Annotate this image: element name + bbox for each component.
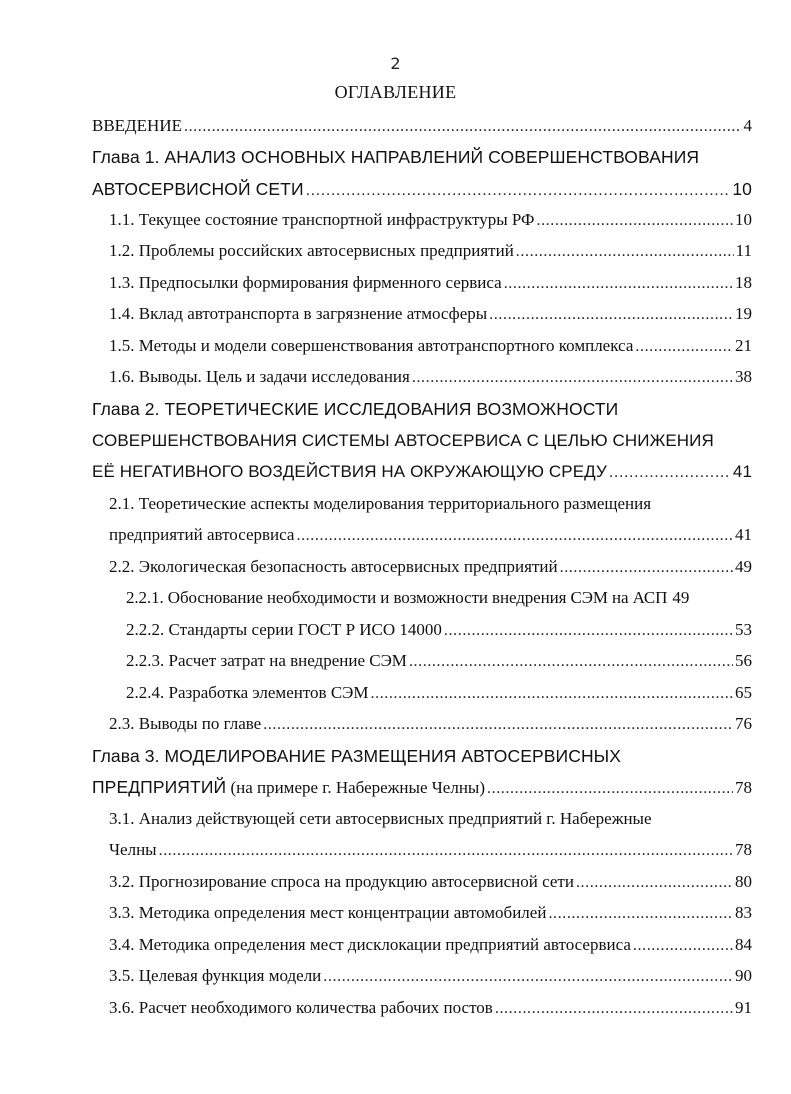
toc-entry-page: 65 [735, 683, 752, 702]
toc-entry-page: 41 [732, 462, 752, 481]
toc-entry-page: 18 [735, 273, 752, 292]
chapter-1-heading[interactable]: Глава 1. АНАЛИЗ ОСНОВНЫХ НАПРАВЛЕНИЙ СОВЕРШЕНСТВОВАНИЯ [92, 147, 700, 167]
dot-leader [609, 462, 731, 484]
dot-leader [504, 273, 733, 295]
toc-entry-3-3[interactable] [109, 902, 752, 925]
toc-entry-3-4[interactable] [109, 934, 752, 957]
toc-entry-page: 91 [735, 998, 752, 1017]
dot-leader [371, 683, 734, 705]
toc-entry-page: 49 [735, 557, 752, 576]
dot-leader [516, 241, 734, 263]
chapter-3-heading[interactable]: Глава 3. МОДЕЛИРОВАНИЕ РАЗМЕЩЕНИЯ АВТОСЕРВИСНЫХ [92, 746, 622, 766]
toc-entry-label: 2.2.1. Обоснование необходимости и возможности внедрения СЭМ на АСП [126, 588, 668, 607]
toc-entry-label: 1.1. Текущее состояние транспортной инфраструктуры РФ [109, 210, 535, 229]
toc-entry-page: 90 [735, 966, 752, 985]
dot-leader [548, 903, 733, 925]
toc-entry-page: 49 [672, 588, 690, 607]
toc-entry-3-5[interactable] [109, 965, 752, 988]
toc-entry-page: 56 [735, 651, 752, 670]
toc-entry-1-6[interactable] [109, 366, 752, 389]
toc-entry-3-2[interactable] [109, 871, 752, 894]
toc-entry-page: 84 [735, 935, 752, 954]
toc-entry-label: предприятий автосервиса [109, 525, 295, 544]
toc-entry-chapter-2[interactable] [92, 461, 752, 484]
toc-entry-page: 76 [735, 714, 752, 733]
toc-entry-page: 78 [735, 840, 752, 859]
toc-entry-page: 4 [743, 116, 752, 135]
toc-entry-label: 2.2.3. Расчет затрат на внедрение СЭМ [126, 651, 407, 670]
toc-entry-1-3[interactable] [109, 272, 752, 295]
toc-entry-label: 1.5. Методы и модели совершенствования автотранспортного комплекса [109, 336, 634, 355]
dot-leader [263, 714, 733, 736]
toc-entry-page: 10 [735, 210, 752, 229]
toc-entry-page: 80 [735, 872, 752, 891]
dot-leader [576, 872, 733, 894]
toc-entry-3-1[interactable] [109, 839, 752, 862]
toc-entry-page: 11 [735, 241, 752, 260]
toc-entry-label: ВВЕДЕНИЕ [92, 116, 182, 135]
toc-entry-label: 3.4. Методика определения мест дисклокации предприятий автосервиса [109, 935, 631, 954]
dot-leader [635, 336, 733, 358]
dot-leader [296, 525, 733, 547]
dot-leader [536, 210, 733, 232]
toc-entry-label: 1.3. Предпосылки формирования фирменного сервиса [109, 273, 502, 292]
toc-entry-page: 38 [735, 367, 752, 386]
toc-entry-2-3[interactable] [109, 713, 752, 736]
toc-entry-label: 1.4. Вклад автотранспорта в загрязнение атмосферы [109, 304, 488, 323]
page-number: 2 [390, 54, 401, 73]
chapter-2-heading-line1[interactable]: Глава 2. ТЕОРЕТИЧЕСКИЕ ИССЛЕДОВАНИЯ ВОЗМОЖНОСТИ [92, 399, 619, 419]
toc-entry-2-2-2[interactable] [126, 619, 752, 642]
toc-entry-chapter-1[interactable] [92, 178, 752, 202]
toc-title: ОГЛАВЛЕНИЕ [334, 82, 457, 102]
dot-leader [633, 935, 733, 957]
toc-entry-label: 3.6. Расчет необходимого количества рабочих постов [109, 998, 493, 1017]
toc-entry-label: ЕЁ НЕГАТИВНОГО ВОЗДЕЙСТВИЯ НА ОКРУЖАЮЩУЮ СРЕДУ [92, 462, 607, 481]
toc-entry-label: Челны [109, 840, 157, 859]
dot-leader [560, 557, 733, 579]
toc-entry-label-caps: ПРЕДПРИЯТИЙ [92, 777, 227, 797]
dot-leader [323, 966, 733, 988]
toc-entry-1-4[interactable] [109, 303, 752, 326]
toc-entry-2-2[interactable] [109, 556, 752, 579]
toc-entry-label: (на примере г. Набережные Челны) [226, 778, 485, 797]
toc-entry-label: 1.6. Выводы. Цель и задачи исследования [109, 367, 410, 386]
toc-entry-label: 2.2. Экологическая безопасность автосервисных предприятий [109, 557, 558, 576]
toc-entry-1-1[interactable] [109, 209, 752, 232]
dot-leader [444, 620, 733, 642]
toc-entry-label: 3.3. Методика определения мест концентрации автомобилей [109, 903, 547, 922]
toc-entry-page: 10 [732, 179, 752, 199]
toc-entry-1-2[interactable] [109, 240, 752, 263]
toc-entry-3-6[interactable] [109, 997, 752, 1020]
dot-leader [184, 116, 742, 138]
toc-entry-label: 2.2.2. Стандарты серии ГОСТ Р ИСО 14000 [126, 620, 442, 639]
dot-leader [409, 651, 733, 673]
toc-entry-2-1-line1[interactable]: 2.1. Теоретические аспекты моделирования территориального размещения [109, 494, 652, 513]
dot-leader [495, 998, 733, 1020]
toc-entry-page: 83 [735, 903, 752, 922]
toc-entry-label: АВТОСЕРВИСНОЙ СЕТИ [92, 179, 304, 199]
toc-entry-page: 78 [735, 778, 752, 797]
toc-entry-chapter-3[interactable] [92, 776, 752, 800]
toc-entry-label: 3.2. Прогнозирование спроса на продукцию автосервисной сети [109, 872, 574, 891]
toc-entry-introduction[interactable] [92, 115, 752, 138]
toc-entry-2-2-3[interactable] [126, 650, 752, 673]
toc-entry-page: 53 [735, 620, 752, 639]
toc-entry-page: 19 [735, 304, 752, 323]
toc-entry-2-1[interactable] [109, 524, 752, 547]
toc-entry-2-2-1[interactable] [126, 587, 752, 609]
dot-leader [487, 778, 733, 800]
toc-entry-1-5[interactable] [109, 335, 752, 358]
toc-entry-3-1-line1[interactable]: 3.1. Анализ действующей сети автосервисных предприятий г. Набережные [109, 809, 652, 828]
dot-leader [489, 304, 733, 326]
dot-leader [306, 180, 731, 202]
chapter-2-heading-line2[interactable]: СОВЕРШЕНСТВОВАНИЯ СИСТЕМЫ АВТОСЕРВИСА С ЦЕЛЬЮ СНИЖЕНИЯ [92, 431, 714, 450]
toc-entry-page: 21 [735, 336, 752, 355]
toc-entry-label: 2.2.4. Разработка элементов СЭМ [126, 683, 369, 702]
toc-entry-2-2-4[interactable] [126, 682, 752, 705]
dot-leader [412, 367, 733, 389]
dot-leader [159, 840, 733, 862]
toc-entry-page: 41 [735, 525, 752, 544]
toc-entry-label: 1.2. Проблемы российских автосервисных предприятий [109, 241, 514, 260]
toc-entry-label: 3.5. Целевая функция модели [109, 966, 322, 985]
toc-entry-label: 2.3. Выводы по главе [109, 714, 262, 733]
